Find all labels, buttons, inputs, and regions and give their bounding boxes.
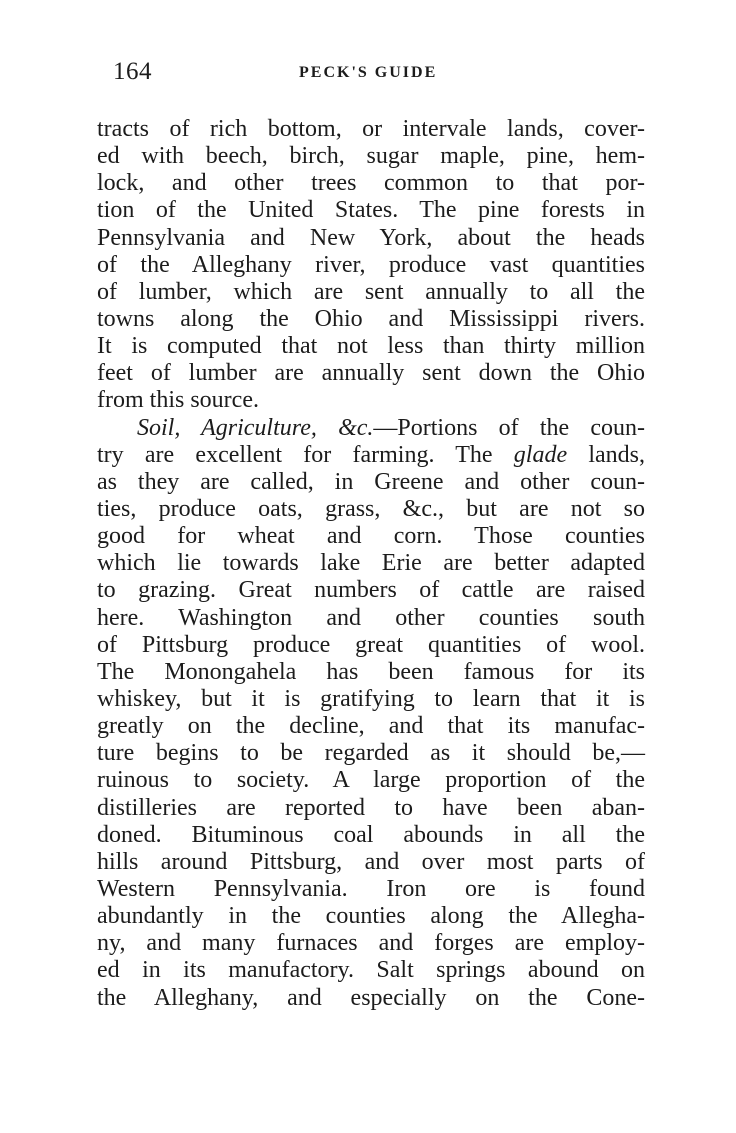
text-fragment: lands, bbox=[567, 441, 645, 468]
text-line: Western Pennsylvania. Iron ore is found bbox=[97, 875, 645, 902]
running-head: PECK'S GUIDE bbox=[299, 64, 438, 81]
text-fragment: try are excellent for farming. The bbox=[97, 441, 514, 468]
text-line: ties, produce oats, grass, &c., but are not so bbox=[97, 495, 645, 522]
italic-term: glade bbox=[513, 441, 568, 468]
text-line: The Monongahela has been famous for its bbox=[97, 658, 645, 685]
text-line: abundantly in the counties along the Allegha- bbox=[97, 903, 645, 930]
text-line: ture begins to be regarded as it should be,— bbox=[97, 740, 645, 767]
text-line: ed in its manufactory. Salt springs abound on bbox=[97, 957, 645, 984]
text-line: of lumber, which are sent annually to all the bbox=[97, 278, 645, 305]
text-line bbox=[97, 442, 645, 469]
text-line: ruinous to society. A large proportion of the bbox=[97, 767, 645, 794]
text-line: lock, and other trees common to that por- bbox=[97, 170, 645, 197]
text-line: ny, and many furnaces and forges are employ- bbox=[97, 930, 645, 957]
text-line: of the Alleghany river, produce vast quantities bbox=[97, 251, 645, 278]
text-line: towns along the Ohio and Mississippi rivers. bbox=[97, 305, 645, 332]
body-text bbox=[97, 116, 645, 1012]
text-line: as they are called, in Greene and other coun- bbox=[97, 468, 645, 495]
text-line: tracts of rich bottom, or intervale lands, cover- bbox=[97, 116, 645, 142]
text-line: here. Washington and other counties south bbox=[97, 604, 645, 631]
text-line: to grazing. Great numbers of cattle are raised bbox=[97, 577, 645, 604]
text-line: from this source. bbox=[97, 387, 259, 414]
text-line: doned. Bituminous coal abounds in all the bbox=[97, 821, 645, 848]
text-line: good for wheat and corn. Those counties bbox=[97, 523, 645, 550]
section-heading: Soil, Agriculture, &c. bbox=[137, 414, 374, 441]
text-line: greatly on the decline, and that its manufac- bbox=[97, 713, 645, 740]
text-line: whiskey, but it is gratifying to learn that it is bbox=[97, 685, 645, 712]
text-line: of Pittsburg produce great quantities of wool. bbox=[97, 631, 645, 658]
text-line: the Alleghany, and especially on the Cone- bbox=[97, 984, 645, 1011]
text-fragment: —Portions of the coun- bbox=[373, 414, 645, 441]
page-number: 164 bbox=[113, 58, 152, 85]
text-line: feet of lumber are annually sent down the Ohio bbox=[97, 360, 645, 387]
paragraph-heading-line bbox=[97, 415, 645, 442]
page-header bbox=[113, 58, 643, 90]
text-line: distilleries are reported to have been aban- bbox=[97, 794, 645, 821]
text-line: tion of the United States. The pine forests in bbox=[97, 197, 645, 224]
text-line: It is computed that not less than thirty million bbox=[97, 333, 645, 360]
text-line: hills around Pittsburg, and over most parts of bbox=[97, 848, 645, 875]
text-line: ed with beech, birch, sugar maple, pine, hem- bbox=[97, 143, 645, 170]
text-line: Pennsylvania and New York, about the heads bbox=[97, 224, 645, 251]
text-line: which lie towards lake Erie are better adapted bbox=[97, 550, 645, 577]
